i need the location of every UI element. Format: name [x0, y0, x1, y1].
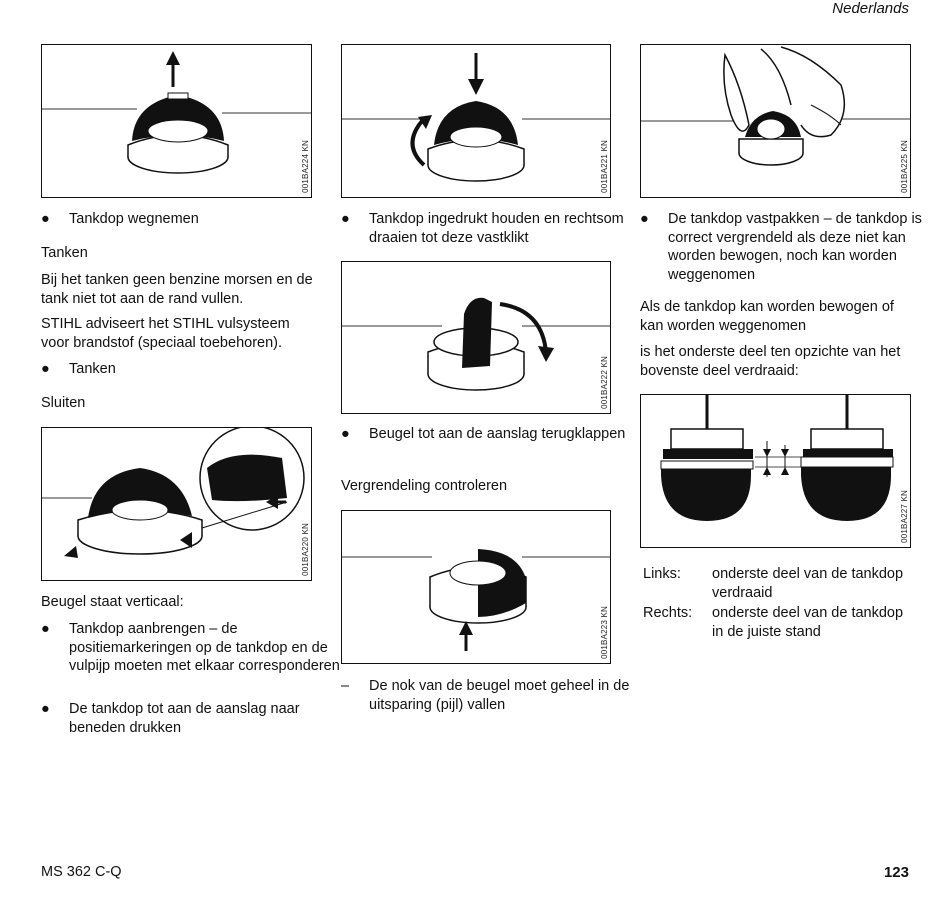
definition-list: [643, 565, 908, 643]
close-cap-illustration: [42, 428, 312, 581]
bullet-fold-back: [341, 425, 641, 444]
definition-desc: onderste deel van de tankdop in de juiste stand: [712, 605, 904, 640]
bullet-text: De tankdop vastpakken – de tankdop is correct vergrendeld als deze niet kan worden bewogen, noch kan worden weggenomen: [668, 211, 922, 283]
paragraph-onderste: is het onderste deel ten opzichte van het bovenste deel verdraaid:: [640, 344, 901, 379]
bullet-text: Tanken: [69, 361, 116, 377]
figure-close-cap: [41, 427, 312, 581]
bullet-remove-cap: [41, 210, 339, 229]
figure-code: 001BA225 KN: [900, 140, 909, 193]
heading-vergrendeling: Vergrendeling controleren: [341, 478, 508, 494]
paragraph-tanken-1: Bij het tanken geen benzine morsen en de tank niet tot aan de rand vullen.: [41, 272, 313, 307]
bullet-icon: ●: [341, 211, 350, 227]
fold-bracket-illustration: [342, 262, 611, 414]
bullet-text: Tankdop ingedrukt houden en rechtsom draaien tot deze vastklikt: [369, 211, 624, 246]
bullet-icon: ●: [41, 701, 50, 717]
figure-press-rotate: [341, 44, 611, 198]
figure-code: 001BA227 KN: [900, 490, 909, 543]
figure-remove-cap: [41, 44, 312, 198]
bullet-icon: ●: [41, 361, 50, 377]
paragraph-tanken-2: STIHL adviseert het STIHL vulsysteem voor brandstof (speciaal toebehoren).: [41, 316, 290, 351]
page-number: 123: [883, 864, 909, 881]
figure-check-lock: [341, 510, 611, 664]
bullet-tanken: [41, 360, 339, 379]
definition-rechts: [643, 604, 908, 641]
bullet-press-hold: [341, 210, 641, 247]
dash-item-nok: [341, 677, 641, 714]
bullet-text: Tankdop wegnemen: [69, 211, 199, 227]
figure-code: 001BA224 KN: [301, 140, 310, 193]
figure-code: 001BA220 KN: [301, 523, 310, 576]
bullet-press-down: [41, 700, 341, 737]
heading-bewogen: Als de tankdop kan worden bewogen of kan worden weggenomen: [640, 299, 894, 334]
check-lock-illustration: [342, 511, 611, 664]
heading-tanken: Tanken: [41, 245, 88, 261]
bullet-text: Beugel tot aan de aanslag terugklappen: [369, 426, 626, 442]
figure-code: 001BA222 KN: [600, 356, 609, 409]
page-language-header: Nederlands: [832, 0, 909, 17]
dash-text: De nok van de beugel moet geheel in de uitsparing (pijl) vallen: [369, 678, 630, 713]
bullet-text: De tankdop tot aan de aanslag naar beneden drukken: [69, 701, 300, 736]
bullet-icon: ●: [41, 621, 50, 637]
figure-code: 001BA221 KN: [600, 140, 609, 193]
definition-term: Rechts:: [643, 605, 693, 621]
bullet-text: Tankdop aanbrengen – de positiemarkeringen op de tankdop en de vulpijp moeten met elkaar corresponderen: [69, 621, 340, 674]
heading-sluiten: Sluiten: [41, 395, 86, 411]
bullet-grab-cap: [640, 210, 940, 284]
paragraph-beugel-verticaal: Beugel staat verticaal:: [41, 594, 184, 610]
bullet-cap-mount: [41, 620, 341, 676]
definition-desc: onderste deel van de tankdop verdraaid: [712, 566, 904, 601]
figure-grab-cap: [640, 44, 911, 198]
footer-model: MS 362 C-Q: [41, 864, 122, 880]
figure-fold-bracket: [341, 261, 611, 414]
figure-code: 001BA223 KN: [600, 606, 609, 659]
figure-cap-comparison: [640, 394, 911, 548]
bullet-icon: ●: [640, 211, 649, 227]
bullet-icon: ●: [341, 426, 350, 442]
definition-links: [643, 565, 908, 602]
dash-icon: –: [341, 678, 350, 694]
definition-term: Links:: [643, 566, 681, 582]
press-rotate-illustration: [342, 45, 611, 198]
cap-comparison-illustration: [641, 395, 911, 548]
bullet-icon: ●: [41, 211, 50, 227]
remove-cap-illustration: [42, 45, 312, 198]
grab-cap-illustration: [641, 45, 911, 198]
